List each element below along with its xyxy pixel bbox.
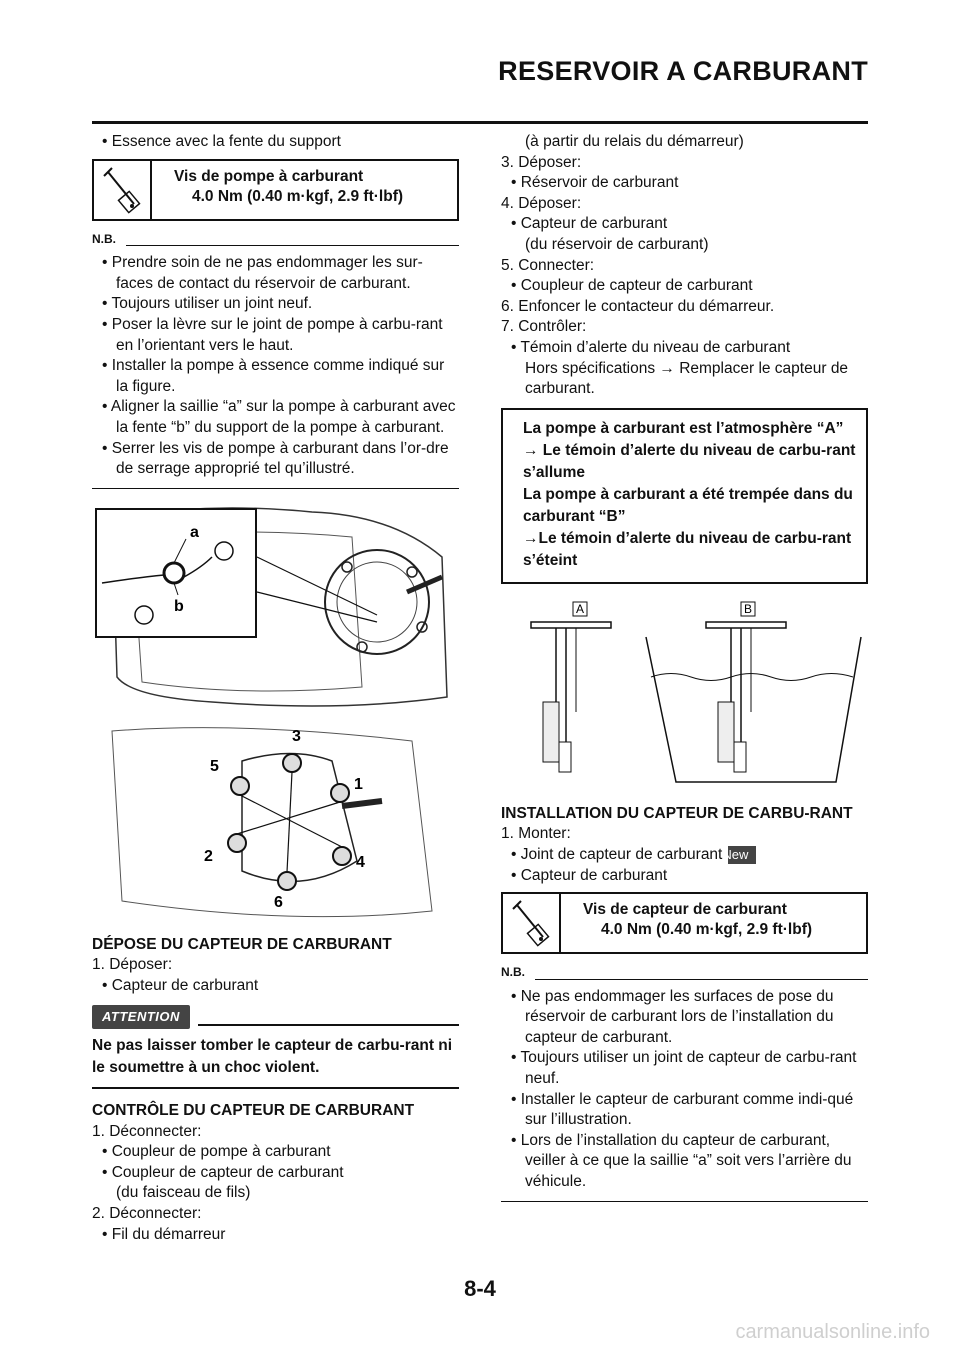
step: 1. Déposer: [92, 956, 173, 974]
bolt-label: 2 [204, 847, 213, 865]
step-item: • Témoin d’alerte du niveau de carburant [511, 338, 791, 356]
divider [92, 1087, 459, 1089]
torque-value: 4.0 Nm (0.40 m·kgf, 2.9 ft·lbf) [192, 187, 404, 205]
step-item: • Fil du démarreur [102, 1225, 226, 1243]
torque-wrench-icon [94, 161, 152, 219]
fuel-sender-test-figure [501, 592, 868, 792]
step-item: • Coupleur de capteur de carburant [102, 1163, 344, 1181]
spec-line: La pompe à carburant a été trempée dans du carburant “B” [523, 485, 853, 525]
torque-name: Vis de pompe à carburant [174, 167, 364, 185]
caution-badge: ATTENTION [92, 1005, 190, 1030]
step: 1. Monter: [501, 825, 571, 843]
figure-label-B: B [743, 601, 753, 616]
step: 3. Déposer: [501, 153, 582, 171]
nb-item: • Installer la pompe à essence comme indiqué sur la figure. [102, 357, 445, 395]
watermark: carmanualsonline.info [735, 1321, 930, 1343]
torque-wrench-icon [503, 894, 561, 952]
tightening-sequence-figure [92, 721, 459, 931]
intro-bullet: • Essence avec la fente du support [102, 133, 341, 150]
divider [92, 488, 459, 489]
nb-item: • Installer le capteur de carburant comme indi-qué sur l’illustration. [511, 1090, 854, 1129]
step: 1. Déconnecter: [92, 1122, 202, 1140]
page-title: RESERVOIR A CARBURANT [498, 56, 868, 86]
nb-item: • Serrer les vis de pompe à carburant dans l’or-dre de serrage approprié tel qu’illustré. [102, 439, 449, 478]
left-column [92, 132, 459, 1245]
page-number: 8-4 [464, 1276, 496, 1301]
header-rule [92, 121, 868, 124]
caution-text: Ne pas laisser tomber le capteur de carbu-rant ni le soumettre à un choc violent. [92, 1037, 453, 1077]
bolt-label: 4 [356, 853, 365, 871]
torque-name: Vis de capteur de carburant [583, 901, 787, 919]
nb-item: • Lors de l’installation du capteur de carburant, veiller à ce que la saillie “a” soit vers l’arrière du véhicule. [511, 1131, 852, 1191]
step: 2. Déconnecter: [92, 1205, 202, 1223]
section-heading: INSTALLATION DU CAPTEUR DE CARBU-RANT [501, 804, 853, 822]
step-item [501, 845, 868, 866]
step-item: • Réservoir de carburant [511, 174, 679, 192]
figure-label-a: a [190, 523, 199, 541]
section-heading: CONTRÔLE DU CAPTEUR DE CARBURANT [92, 1102, 415, 1120]
nb-item: • Poser la lèvre sur le joint de pompe à carbu-rant en l’orientant vers le haut. [102, 315, 443, 354]
step-item: • Coupleur de pompe à carburant [102, 1143, 331, 1161]
spec-line: La pompe à carburant est l’atmosphère “A” [523, 419, 844, 437]
torque-value: 4.0 Nm (0.40 m·kgf, 2.9 ft·lbf) [601, 921, 813, 939]
step: 6. Enfoncer le contacteur du démarreur. [501, 297, 775, 315]
fuel-level-spec-box [501, 408, 868, 584]
step-item: • Capteur de carburant [511, 215, 668, 233]
figure-label-b: b [174, 597, 184, 615]
step: 5. Connecter: [501, 256, 595, 274]
right-column [501, 132, 868, 1210]
bolt-label: 5 [210, 757, 219, 775]
divider [501, 1201, 868, 1202]
bolt-label: 3 [292, 727, 301, 745]
nb-item: • Ne pas endommager les surfaces de pose du réservoir de carburant lors de l’installation du capteur de carburant. [511, 987, 834, 1046]
step-item: • Capteur de carburant [102, 976, 259, 994]
step-note: Hors spécifications → Remplacer le capteur de carburant. [525, 359, 849, 398]
nb-item: • Prendre soin de ne pas endommager les sur-faces de contact du réservoir de carburant. [102, 254, 423, 292]
caution-header [92, 1005, 459, 1030]
nb-label: N.B. [501, 965, 525, 980]
bolt-label: 1 [354, 775, 363, 793]
step-item: • Capteur de carburant [511, 866, 668, 884]
step-note: (du faisceau de fils) [116, 1184, 251, 1202]
bolt-label: 6 [274, 893, 283, 911]
step-item-text: • Joint de capteur de carburant [511, 845, 723, 863]
step: 7. Contrôler: [501, 318, 587, 336]
torque-spec-box [92, 159, 459, 221]
step-item: • Coupleur de capteur de carburant [511, 277, 753, 295]
nb-item: • Aligner la saillie “a” sur la pompe à carburant avec la fente “b” du support de la pompe à carburant. [102, 398, 456, 436]
nb-label: N.B. [92, 231, 116, 246]
spec-line: → Le témoin d’alerte du niveau de carbu-rant s’allume [523, 441, 856, 481]
nb-header [501, 962, 868, 983]
step: 4. Déposer: [501, 194, 582, 212]
figure-label-A: A [575, 601, 585, 616]
nb-header [92, 229, 459, 250]
step-note: (du réservoir de carburant) [525, 235, 709, 253]
torque-spec-box [501, 892, 868, 954]
new-badge: New [728, 846, 756, 864]
step-note: (à partir du relais du démarreur) [525, 133, 744, 150]
nb-item: • Toujours utiliser un joint neuf. [102, 295, 313, 313]
spec-line: →Le témoin d’alerte du niveau de carbu-rant s’éteint [523, 529, 852, 569]
section-heading: DÉPOSE DU CAPTEUR DE CARBURANT [92, 935, 392, 953]
fuel-pump-alignment-figure [92, 497, 459, 717]
nb-item: • Toujours utiliser un joint de capteur de carbu-rant neuf. [511, 1049, 857, 1088]
